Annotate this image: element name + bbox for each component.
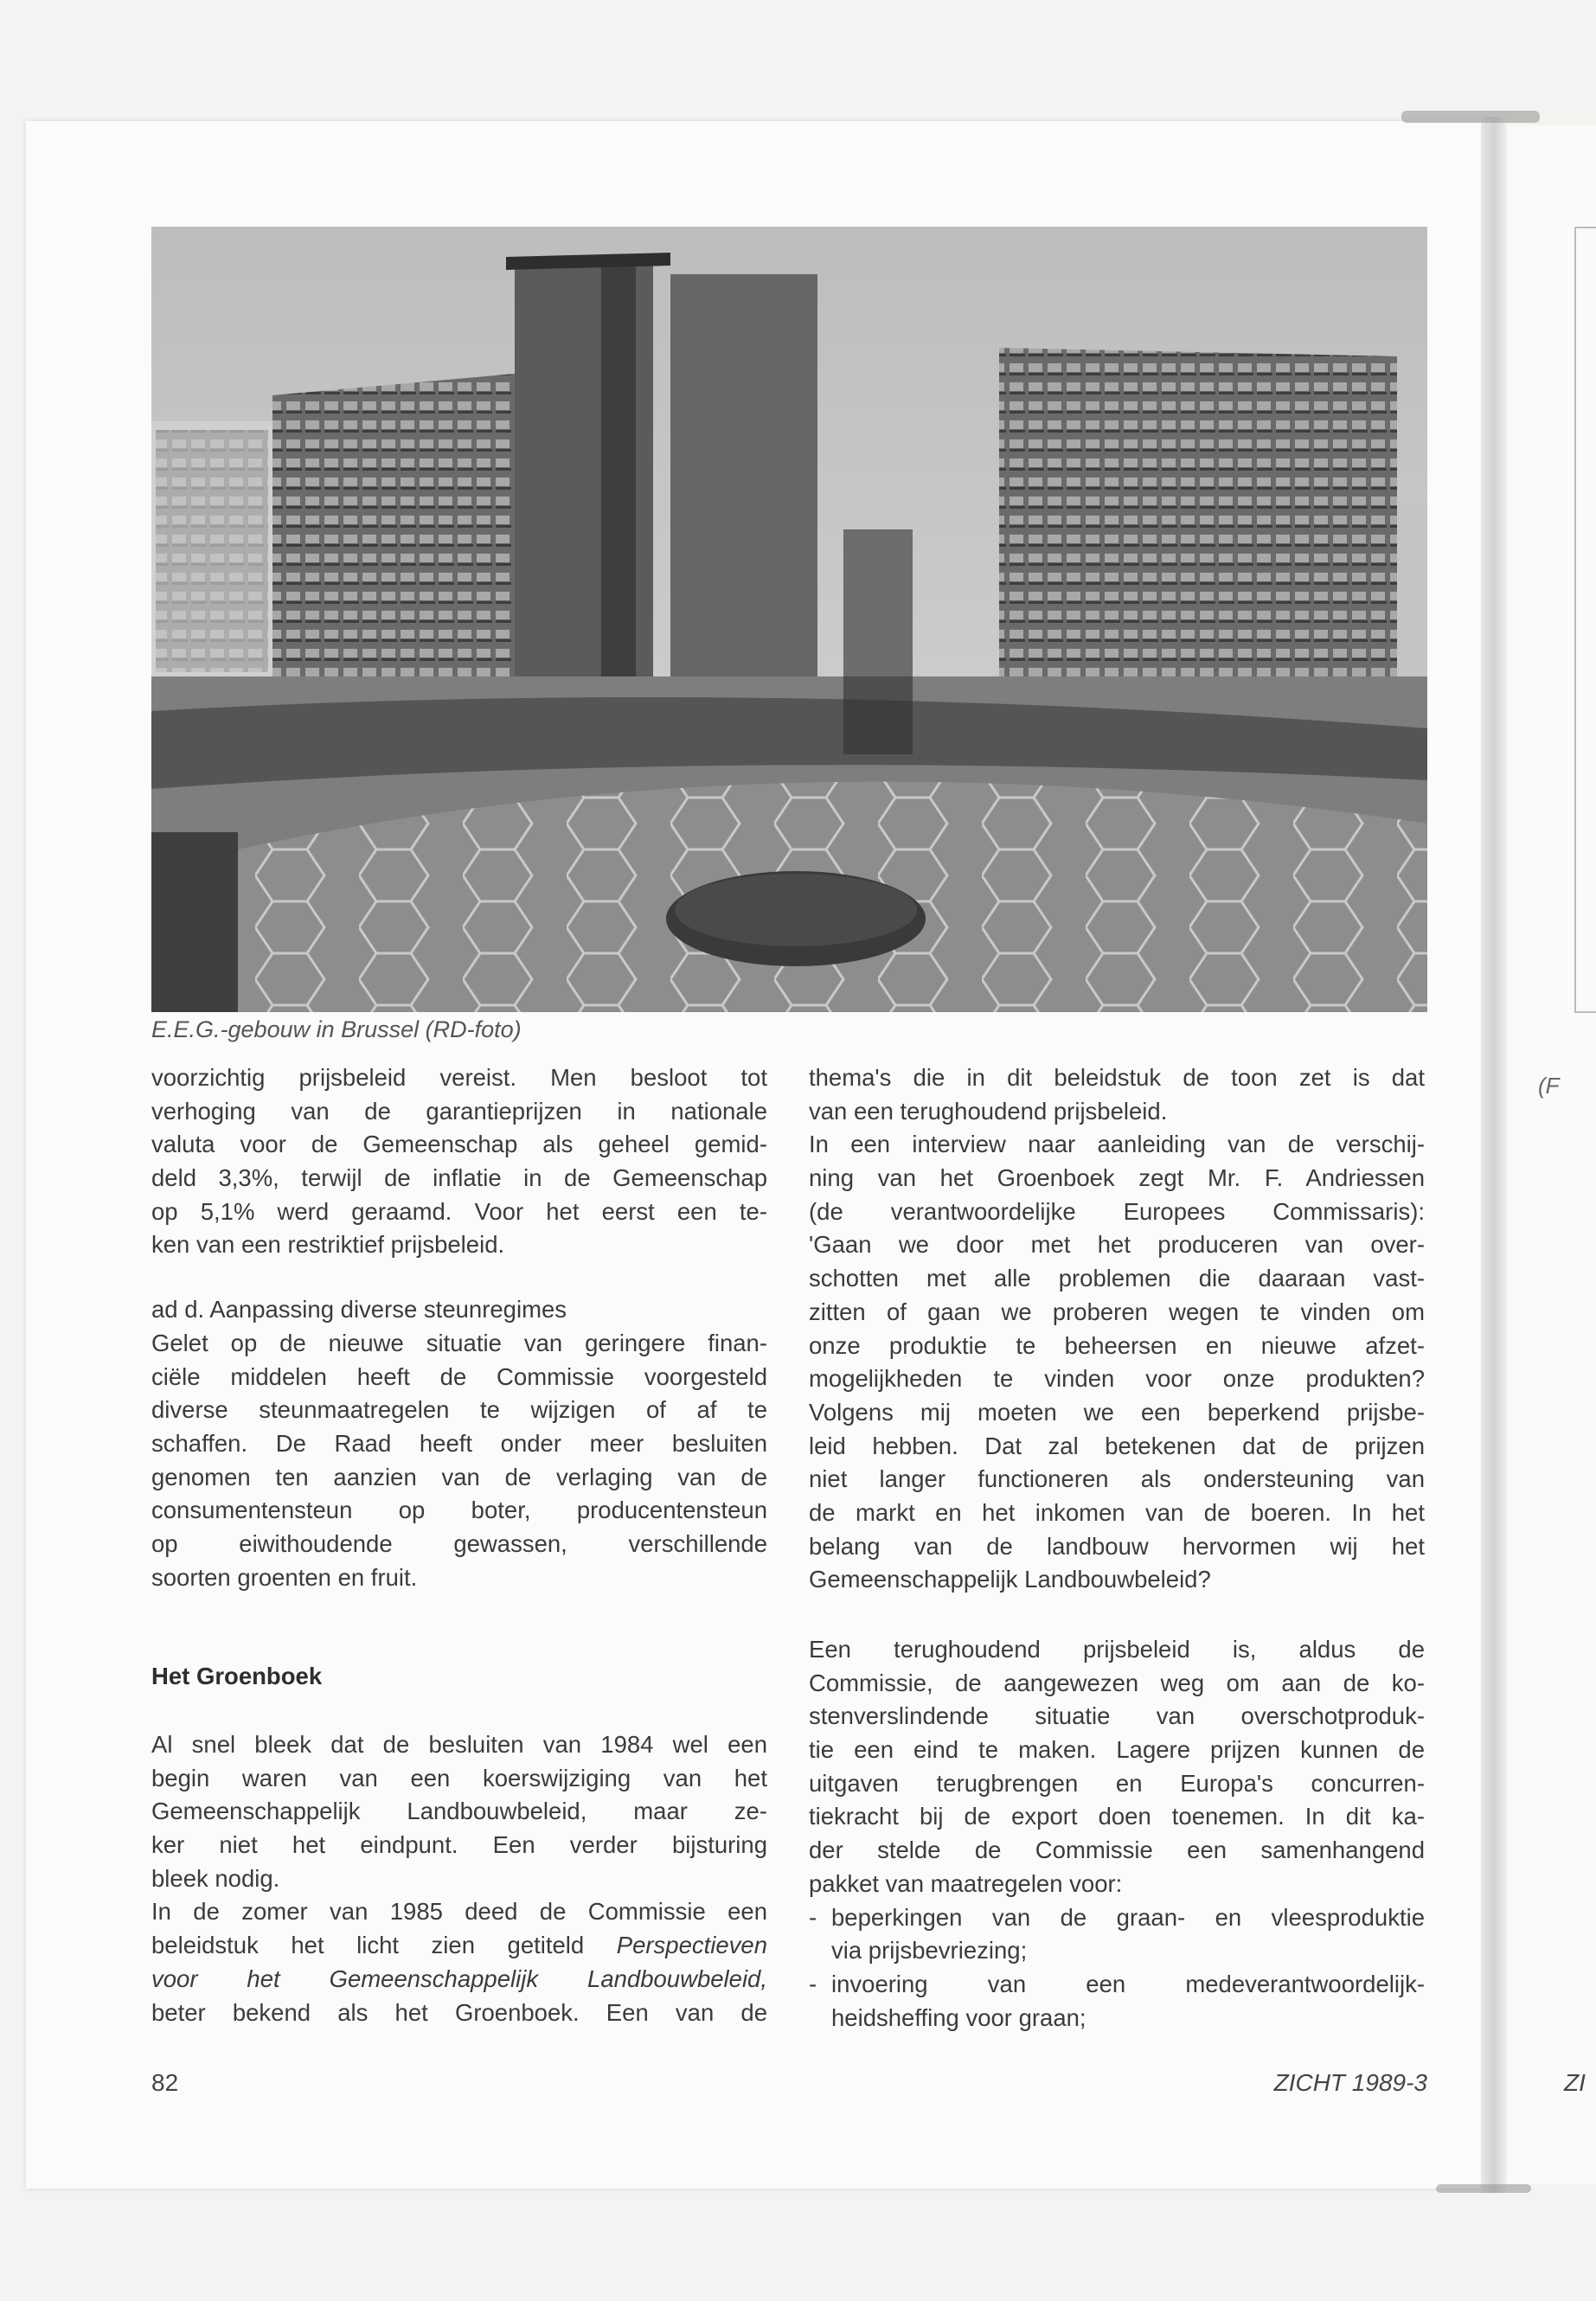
text-line: valuta voor de Gemeenschap als geheel gemid- (151, 1131, 767, 1158)
text-line (151, 1929, 767, 1963)
text-line: verhoging van de garantieprijzen in nationale (151, 1097, 767, 1125)
text-line: pakket van maatregelen voor: (809, 1869, 1123, 1897)
text-line: consumentensteun op boter, producentensteun (151, 1497, 767, 1524)
text-line: stenverslindende situatie van overschotproduk- (809, 1702, 1425, 1730)
text-line: In een interview naar aanleiding van de verschij- (809, 1131, 1425, 1158)
text-line: ciële middelen heeft de Commissie voorgesteld (151, 1362, 767, 1390)
text-line: Gemeenschappelijk Landbouwbeleid, maar ze- (151, 1798, 767, 1825)
text-line: bleek nodig. (151, 1864, 280, 1892)
text-line: voorzichtig prijsbeleid vereist. Men besloot tot (151, 1064, 767, 1091)
text-line: Commissie, de aangewezen weg om aan de ko- (809, 1669, 1425, 1696)
text-line: via prijsbevriezing; (831, 1937, 1028, 1965)
text-line: deld 3,3%, terwijl de inflatie in de Gemeenschap (151, 1164, 767, 1192)
photo-caption: E.E.G.-gebouw in Brussel (RD-foto) (151, 1016, 522, 1042)
binding-top (1401, 111, 1540, 123)
paragraph-block (809, 1061, 1425, 1597)
text-line: schotten met alle problemen die daaraan vast- (809, 1265, 1425, 1292)
text-segment: beleidstuk het licht zien getiteld (151, 1932, 617, 1959)
text-line: 'Gaan we door met het produceren van over- (809, 1231, 1425, 1259)
paragraph-block (151, 1728, 767, 2029)
text-line: soorten groenten en fruit. (151, 1563, 418, 1591)
publication-footer: ZICHT 1989-3 (1273, 2069, 1427, 2096)
text-line: mogelijkheden te vinden voor onze produkten? (809, 1365, 1425, 1393)
italic-title: Perspectieven (616, 1932, 767, 1959)
text-line: In de zomer van 1985 deed de Commissie een (151, 1898, 767, 1926)
text-line: Volgens mij moeten we een beperkend prijsbe- (809, 1398, 1425, 1426)
text-line: begin waren van een koerswijziging van het (151, 1764, 767, 1791)
text-line: Al snel bleek dat de besluiten van 1984 wel een (151, 1731, 767, 1759)
text-line: ken van een restriktief prijsbeleid. (151, 1231, 505, 1259)
text-line: zitten of gaan we proberen wegen te vinden om (809, 1298, 1425, 1325)
text-line: niet langer functioneren als ondersteuning van (809, 1465, 1425, 1493)
left-column (151, 1061, 767, 2061)
paragraph-block (151, 1293, 767, 1594)
bullet-item (809, 1901, 1425, 1968)
text-line: thema's die in dit beleidstuk de toon zet is dat (809, 1064, 1425, 1091)
next-page-caption-fragment: (F (1538, 1073, 1560, 1099)
text-line: der stelde de Commissie een samenhangend (809, 1836, 1425, 1864)
text-line: Gelet op de nieuwe situatie van geringere finan- (151, 1329, 767, 1356)
bullet-list (809, 1901, 1425, 2035)
text-line: heidsheffing voor graan; (831, 2003, 1086, 2031)
text-line: belang van de landbouw hervormen wij het (809, 1532, 1425, 1560)
italic-title: voor het Gemeenschappelijk Landbouwbeleid, (151, 1965, 767, 1992)
bullet-dash: - (809, 1970, 817, 1997)
text-line: ad d. Aanpassing diverse steunregimes (151, 1296, 567, 1324)
text-line: Gemeenschappelijk Landbouwbeleid? (809, 1566, 1211, 1593)
text-line: (de verantwoordelijke Europees Commissaris): (809, 1197, 1425, 1225)
book-spine (1481, 117, 1507, 2193)
text-line: diverse steunmaatregelen te wijzigen of af te (151, 1396, 767, 1424)
text-line: beperkingen van de graan- en vleesproduktie (831, 1903, 1425, 1931)
text-line (151, 1963, 767, 1997)
text-line: van een terughoudend prijsbeleid. (809, 1097, 1168, 1125)
text-line: leid hebben. Dat zal betekenen dat de prijzen (809, 1432, 1425, 1459)
text-line: Een terughoudend prijsbeleid is, aldus de (809, 1636, 1425, 1663)
right-column (809, 1061, 1425, 2035)
text-line: de markt en het inkomen van de boeren. In het (809, 1498, 1425, 1526)
bullet-dash: - (809, 1903, 817, 1931)
text-line: tie een eind te maken. Lagere prijzen kunnen de (809, 1736, 1425, 1764)
text-line: uitgaven terugbrengen en Europa's concurren- (809, 1769, 1425, 1797)
text-line: schaffen. De Raad heeft onder meer besluiten (151, 1429, 767, 1457)
text-line: invoering van een medeverantwoordelijk- (831, 1970, 1425, 1997)
paragraph-block (151, 1061, 767, 1262)
text-line: genomen ten aanzien van de verlaging van de (151, 1463, 767, 1490)
section-heading: Het Groenboek (151, 1663, 323, 1690)
next-page-footer-fragment: ZI (1564, 2069, 1586, 2096)
text-line: onze produktie te beheersen en nieuwe afzet- (809, 1331, 1425, 1359)
next-page-box (1574, 227, 1596, 1013)
binding-bottom (1436, 2184, 1531, 2193)
text-line: ker niet het eindpunt. Een verder bijsturing (151, 1831, 767, 1859)
text-line: op eiwithoudende gewassen, verschillende (151, 1529, 767, 1557)
text-line: ning van het Groenboek zegt Mr. F. Andriessen (809, 1164, 1425, 1192)
eeg-building-photo (151, 227, 1427, 1012)
bullet-item (809, 1968, 1425, 2035)
text-line: beter bekend als het Groenboek. Een van de (151, 1998, 767, 2026)
paragraph-block (809, 1633, 1425, 1901)
page-number: 82 (151, 2069, 179, 2096)
text-line: tiekracht bij de export doen toenemen. In dit ka- (809, 1803, 1425, 1830)
text-line: op 5,1% werd geraamd. Voor het eerst een te- (151, 1197, 767, 1225)
